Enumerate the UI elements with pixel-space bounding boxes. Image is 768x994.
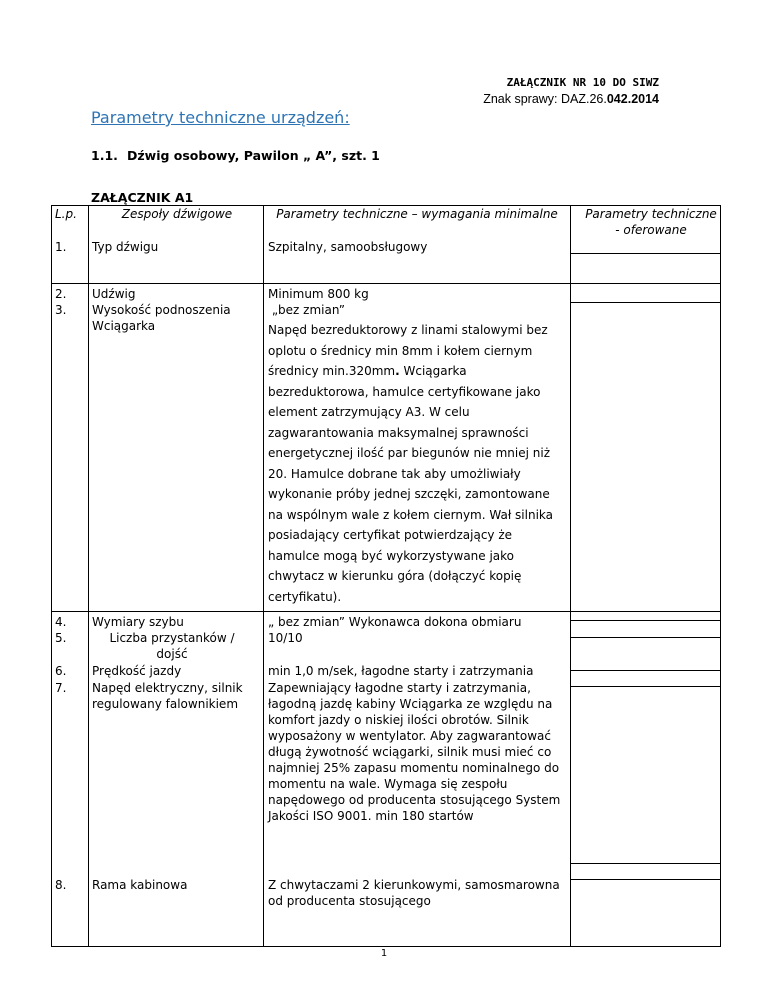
table-border bbox=[570, 253, 721, 254]
row-number: 7. bbox=[55, 681, 67, 695]
row-value: min 1,0 m/sek, łagodne starty i zatrzymania bbox=[268, 664, 534, 678]
row-value: Zapewniający łagodne starty i zatrzymania, łagodną jazdę kabiny Wciągarka ze względu na komfort jazdy o niskiej ilości obrotów. Silnik wyposażony w wentylator. Aby zagwarantować długą żywotność wciągarki, silnik musi mieć co najmniej 25% zapasu momentu nominalnego do momentu na wale. Wymaga się zespołu napędowego od producenta stosującego System Jakości ISO 9001. min 180 startów bbox=[268, 681, 561, 823]
row-number: 4. bbox=[55, 615, 67, 629]
col-header-parametry: Parametry techniczne – wymagania minimalne bbox=[276, 207, 558, 221]
row-name: Rama kabinowa bbox=[92, 878, 188, 892]
col-header-oferowane: Parametry techniczne - oferowane bbox=[585, 207, 717, 237]
annex-label: ZAŁĄCZNIK A1 bbox=[91, 190, 194, 205]
row-name: Liczba przystanków / dojść bbox=[109, 631, 235, 661]
table-border bbox=[570, 686, 721, 687]
row-name: Udźwig bbox=[92, 287, 136, 301]
row-value: 10/10 bbox=[268, 631, 303, 645]
table-border bbox=[570, 863, 721, 864]
row-value: Szpitalny, samoobsługowy bbox=[268, 240, 428, 254]
row-value: Minimum 800 kg bbox=[268, 287, 369, 301]
row-value: „bez zmian” bbox=[268, 303, 345, 317]
row-name: Prędkość jazdy bbox=[92, 664, 182, 678]
section-heading: 1.1. Dźwig osobowy, Pawilon „ A”, szt. 1 bbox=[91, 148, 380, 163]
table-border bbox=[570, 637, 721, 638]
row-number: 2. bbox=[55, 287, 67, 301]
row-name: Wciągarka bbox=[92, 319, 156, 333]
col-header-lp: L.p. bbox=[55, 207, 77, 221]
table-border bbox=[51, 946, 721, 947]
row-name: Wysokość podnoszenia bbox=[92, 303, 231, 317]
row-value: „ bez zmian” Wykonawca dokona obmiaru bbox=[268, 615, 522, 629]
col-header-zespoly: Zespoły dźwigowe bbox=[121, 207, 233, 221]
row-number: 5. bbox=[55, 631, 67, 645]
row-value: Z chwytaczami 2 kierunkowymi, samosmarowna od producenta stosującego bbox=[268, 878, 560, 908]
table-border bbox=[570, 620, 721, 621]
table-border bbox=[720, 205, 721, 946]
table-border bbox=[51, 283, 721, 284]
case-number: Znak sprawy: DAZ.26.042.2014 bbox=[483, 92, 659, 106]
row-name: Typ dźwigu bbox=[92, 240, 159, 254]
row-value: Napęd bezreduktorowy z linami stalowymi bez oplotu o średnicy min 8mm i kołem ciernym średnicy min.320mm. Wciągarka bezreduktorowa, hamulce certyfikowane jako element zatrzymujący A3. W celu zagwarantowania maksymalnej sprawności energetycznej ilość par biegunów nie mniej niż 20. Hamulce dobrane tak aby umożliwiały wykonanie próby jednej szczęki, zamontowane na wspólnym wale z kołem ciernym. Wał silnika posiadający certyfikat potwierdzający że hamulce mogą być wykorzystywane jako chwytacz w kierunku góra (dołączyć kopię certyfikatu). bbox=[268, 323, 554, 604]
attachment-label: ZAŁĄCZNIK NR 10 DO SIWZ bbox=[506, 76, 659, 89]
table-border bbox=[51, 205, 52, 946]
table-border bbox=[570, 879, 721, 880]
row-number: 8. bbox=[55, 878, 67, 892]
table-border bbox=[88, 205, 89, 946]
table-border bbox=[570, 302, 721, 303]
table-border bbox=[570, 205, 571, 946]
table-border bbox=[263, 205, 264, 946]
table-border bbox=[570, 670, 721, 671]
row-name: Wymiary szybu bbox=[92, 615, 184, 629]
row-name: Napęd elektryczny, silnik regulowany falownikiem bbox=[92, 681, 243, 711]
row-number: 3. bbox=[55, 303, 67, 317]
page-number: 1 bbox=[380, 948, 388, 959]
row-number: 1. bbox=[55, 240, 67, 254]
table-border bbox=[51, 611, 721, 612]
page-title: Parametry techniczne urządzeń: bbox=[91, 108, 350, 127]
row-number: 6. bbox=[55, 664, 67, 678]
